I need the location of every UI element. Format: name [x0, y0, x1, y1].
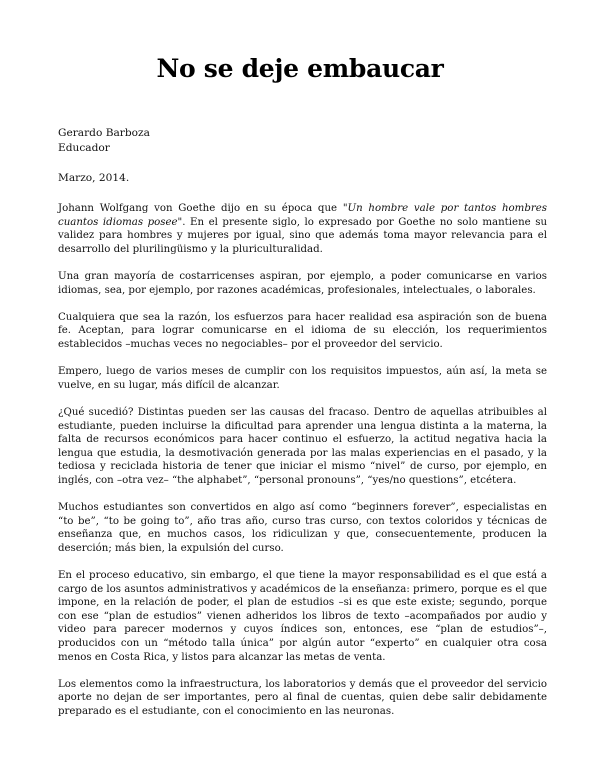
article-body: [58, 202, 547, 732]
paragraph-4: Empero, luego de varios meses de cumplir con los requisitos impuestos, aún así, la meta se vuelve, en su lugar, más difícil de alcanzar.: [58, 366, 547, 391]
author-block: [58, 126, 150, 186]
author-name: Gerardo Barboza: [58, 127, 150, 139]
paragraph-6: Muchos estudiantes son convertidos en algo así como “beginners forever”, especialistas en “to be”, “to be going to”, año tras año, curso tras curso, con textos coloridos y técnicas de enseñanza que, en muchos casos, los ridiculizan y que, consecuentemente, producen la deserción; más bien, la expulsión del curso.: [58, 502, 547, 554]
paragraph-3: Cualquiera que sea la razón, los esfuerzos para hacer realidad esa aspiración son de buena fe. Aceptan, para lograr comunicarse en el idioma de su elección, los requerimientos establecidos –muchas veces no negociables– por el proveedor del servicio.: [58, 311, 547, 350]
paragraph-1-intro: Johann Wolfgang von Goethe dijo en su época que: [58, 203, 343, 214]
paragraph-8: Los elementos como la infraestructura, los laboratorios y demás que el proveedor del servicio aporte no dejan de ser importantes, pero al final de cuentas, quien debe salir debidamente preparado es el estudiante, con el conocimiento en las neuronas.: [58, 678, 547, 717]
document-date: Marzo, 2014.: [58, 172, 130, 184]
paragraph-1-rest: . En el presente siglo, lo expresado por Goethe no solo mantiene su validez para hombres y mujeres por igual, sino que además toma mayor relevancia para el desarrollo del plurilingüismo y la pluriculturalidad.: [58, 216, 548, 255]
paragraph-5: ¿Qué sucedió? Distintas pueden ser las causas del fracaso. Dentro de aquellas atribuibles al estudiante, pueden incluirse la dificultad para aprender una lengua distinta a la materna, la falta de recursos económicos para hacer continuo el esfuerzo, la actitud negativa hacia la lengua que estudia, la desmotivación generada por las malas experiencias en el pasado, y la tediosa y reciclada historia de tener que iniciar el mismo “nivel” de curso, por ejemplo, en inglés, con –otra vez– “the alphabet”, “personal pronouns”, “yes/no questions”, etcétera.: [58, 406, 547, 486]
paragraph-7: En el proceso educativo, sin embargo, el que tiene la mayor responsabilidad es el que está a cargo de los asuntos administrativos y académicos de la enseñanza: primero, porque es el que impone, en la relación de poder, el plan de estudios –si es que este existe; segundo, porque con ese “plan de estudios” vienen adheridos los libros de texto –acompañados por audio y video para parecer modernos y cuyos índices son, entonces, ese “plan de estudios”–, producidos con un “método talla única” por algún autor “experto” en cualquier otra cosa menos en Costa Rica, y listos para alcanzar las metas de venta.: [58, 570, 547, 663]
document-title: No se deje embaucar: [156, 54, 444, 83]
paragraph-1: [58, 202, 547, 256]
paragraph-2: Una gran mayoría de costarricenses aspiran, por ejemplo, a poder comunicarse en varios idiomas, sea, por ejemplo, por razones académicas, profesionales, intelectuales, o laborales.: [58, 270, 547, 296]
goethe-quote: "Un hombre vale por tantos hombres cuantos idiomas posee": [58, 203, 547, 228]
author-role: Educador: [58, 142, 110, 154]
